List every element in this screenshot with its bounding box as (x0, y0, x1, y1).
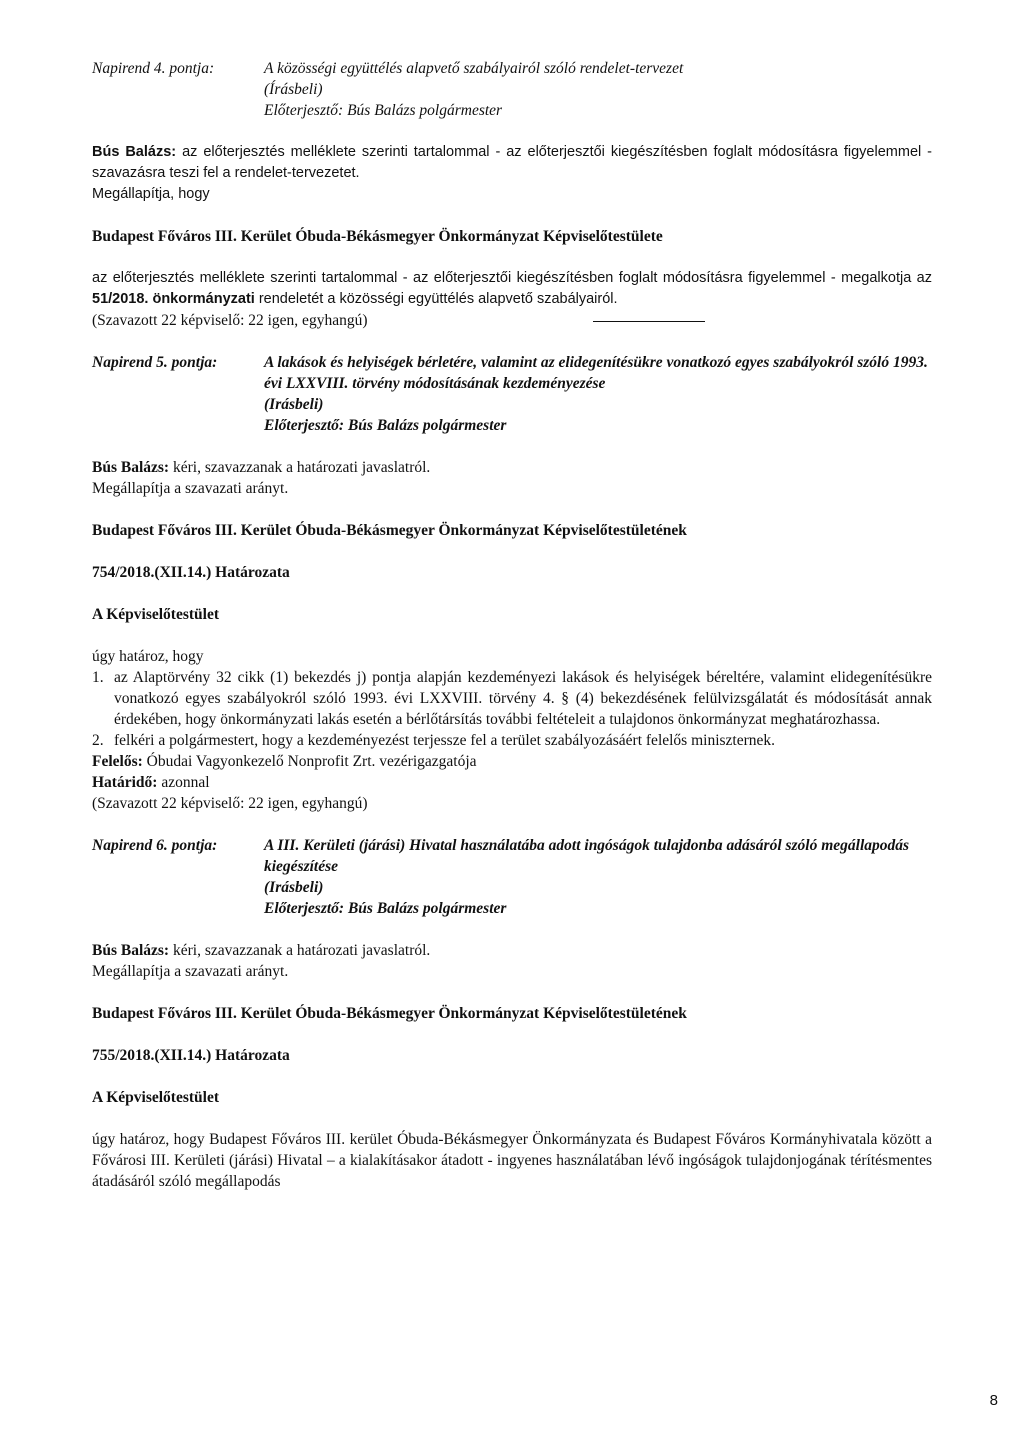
agenda-type: (Írásbeli) (264, 81, 323, 98)
agenda-presenter: Előterjesztő: Bús Balázs polgármester (264, 900, 507, 917)
agenda-type: (Irásbeli) (264, 396, 324, 413)
agenda-label: Napirend 5. pontja: (92, 354, 218, 371)
agenda-presenter: Előterjesztő: Bús Balázs polgármester (264, 102, 503, 119)
agenda-header (92, 58, 932, 121)
decision-text (92, 268, 932, 310)
agenda-item-5 (92, 352, 932, 814)
vote-result: (Szavazott 22 képviselő: 22 igen, egyhangú) (92, 795, 368, 812)
speaker-name: Bús Balázs: (92, 942, 170, 959)
decision-intro: úgy határoz, hogy (92, 648, 204, 665)
finding: Megállapítja, hogy (92, 186, 210, 202)
council-name: Budapest Főváros III. Kerület Óbuda-Békásmegyer Önkormányzat Képviselőtestülete (92, 228, 663, 245)
speaker-name: Bús Balázs: (92, 459, 170, 476)
council-name: Budapest Főváros III. Kerület Óbuda-Békásmegyer Önkormányzat Képviselőtestületének (92, 522, 687, 539)
agenda-title: A lakások és helyiségek bérletére, valamint az elidegenítésükre vonatkozó egyes szabályokról szóló 1993. évi LXXVIII. törvény módosításának kezdeményezése (264, 354, 928, 392)
decision-text: úgy határoz, hogy Budapest Főváros III. kerület Óbuda-Békásmegyer Önkormányzata és Budapest Főváros Kormányhivatala között a Fővárosi III. Kerületi (járási) Hivatal – a kialakításakor átadott - ingyenes használatában lévő ingóságok tulajdonjogának térítésmentes átadásáról szóló megállapodás (92, 1131, 932, 1190)
agenda-label: Napirend 4. pontja: (92, 60, 215, 77)
agenda-type: (Irásbeli) (264, 879, 324, 896)
agenda-header (92, 352, 932, 436)
agenda-header (92, 835, 932, 919)
resolution-number: 754/2018.(XII.14.) Határozata (92, 564, 290, 581)
speaker-statement (92, 142, 932, 184)
resolution-number: 755/2018.(XII.14.) Határozata (92, 1047, 290, 1064)
finding: Megállapítja a szavazati arányt. (92, 963, 289, 980)
board-heading: A Képviselőtestület (92, 606, 219, 623)
speaker-statement (92, 940, 932, 961)
decision-text-bold: 51/2018. önkormányzati (92, 291, 255, 307)
finding: Megállapítja a szavazati arányt. (92, 480, 289, 497)
agenda-title: A közösségi együttélés alapvető szabályairól szóló rendelet-tervezet (264, 60, 684, 77)
speaker-text: kéri, szavazzanak a határozati javaslatról. (172, 942, 431, 959)
speaker-statement (92, 457, 932, 478)
decision-text-pre: az előterjesztés melléklete szerinti tartalommal - az előterjesztői kiegészítésben foglalt módosításra figyelemmel - megalkotja az (92, 270, 932, 286)
agenda-label: Napirend 6. pontja: (92, 837, 218, 854)
board-heading: A Képviselőtestület (92, 1089, 219, 1106)
document-page (92, 58, 932, 1192)
agenda-title: A III. Kerületi (járási) Hivatal használatába adott ingóságok tulajdonba adásáról szóló megállapodás kiegészítése (264, 837, 910, 875)
speaker-text: az előterjesztés melléklete szerinti tartalommal - az előterjesztői kiegészítésben foglalt módosításra figyelemmel - szavazásra teszi fel a rendelet-tervezetet. (92, 144, 932, 181)
vote-result (92, 310, 932, 331)
vote-text: (Szavazott 22 képviselő: 22 igen, egyhangú) (92, 312, 368, 329)
page-number: 8 (989, 1392, 998, 1409)
responsible-value: Óbudai Vagyonkezelő Nonprofit Zrt. vezérigazgatója (146, 753, 477, 770)
decision-points (92, 667, 932, 751)
speaker-text: kéri, szavazzanak a határozati javaslatról. (172, 459, 431, 476)
decision-text-post: rendeletét a közösségi együttélés alapvető szabályairól. (258, 291, 618, 307)
deadline-value: azonnal (161, 774, 210, 791)
deadline-label: Határidő: (92, 774, 158, 791)
point-text: felkéri a polgármestert, hogy a kezdeményezést terjessze fel a terület szabályozásáért felelős miniszternek. (114, 732, 776, 749)
agenda-item-6 (92, 835, 932, 1192)
separator-rule (593, 321, 705, 322)
decision-point (92, 667, 932, 730)
speaker-name: Bús Balázs: (92, 144, 177, 160)
deadline-line (92, 772, 932, 793)
point-text: az Alaptörvény 32 cikk (1) bekezdés j) pontja alapján kezdeményezi lakások és helyiségek béreltére, valamint elidegenítésükre vonatkozó egyes szabályokról szóló 1993. évi LXXVIII. törvény 4. § (4) bekezdésének felülvizsgálatát és módosítását annak érdekében, hogy önkormányzati lakás esetén a bérlőtársítás további feltételeit a tulajdonos önkormányzat meghatározhassa. (114, 669, 932, 728)
council-name: Budapest Főváros III. Kerület Óbuda-Békásmegyer Önkormányzat Képviselőtestületének (92, 1005, 687, 1022)
decision-point (92, 730, 932, 751)
agenda-item-4 (92, 58, 932, 331)
point-number: 1. (92, 669, 104, 686)
point-number: 2. (92, 732, 104, 749)
responsible-line (92, 751, 932, 772)
responsible-label: Felelős: (92, 753, 143, 770)
agenda-presenter: Előterjesztő: Bús Balázs polgármester (264, 417, 507, 434)
